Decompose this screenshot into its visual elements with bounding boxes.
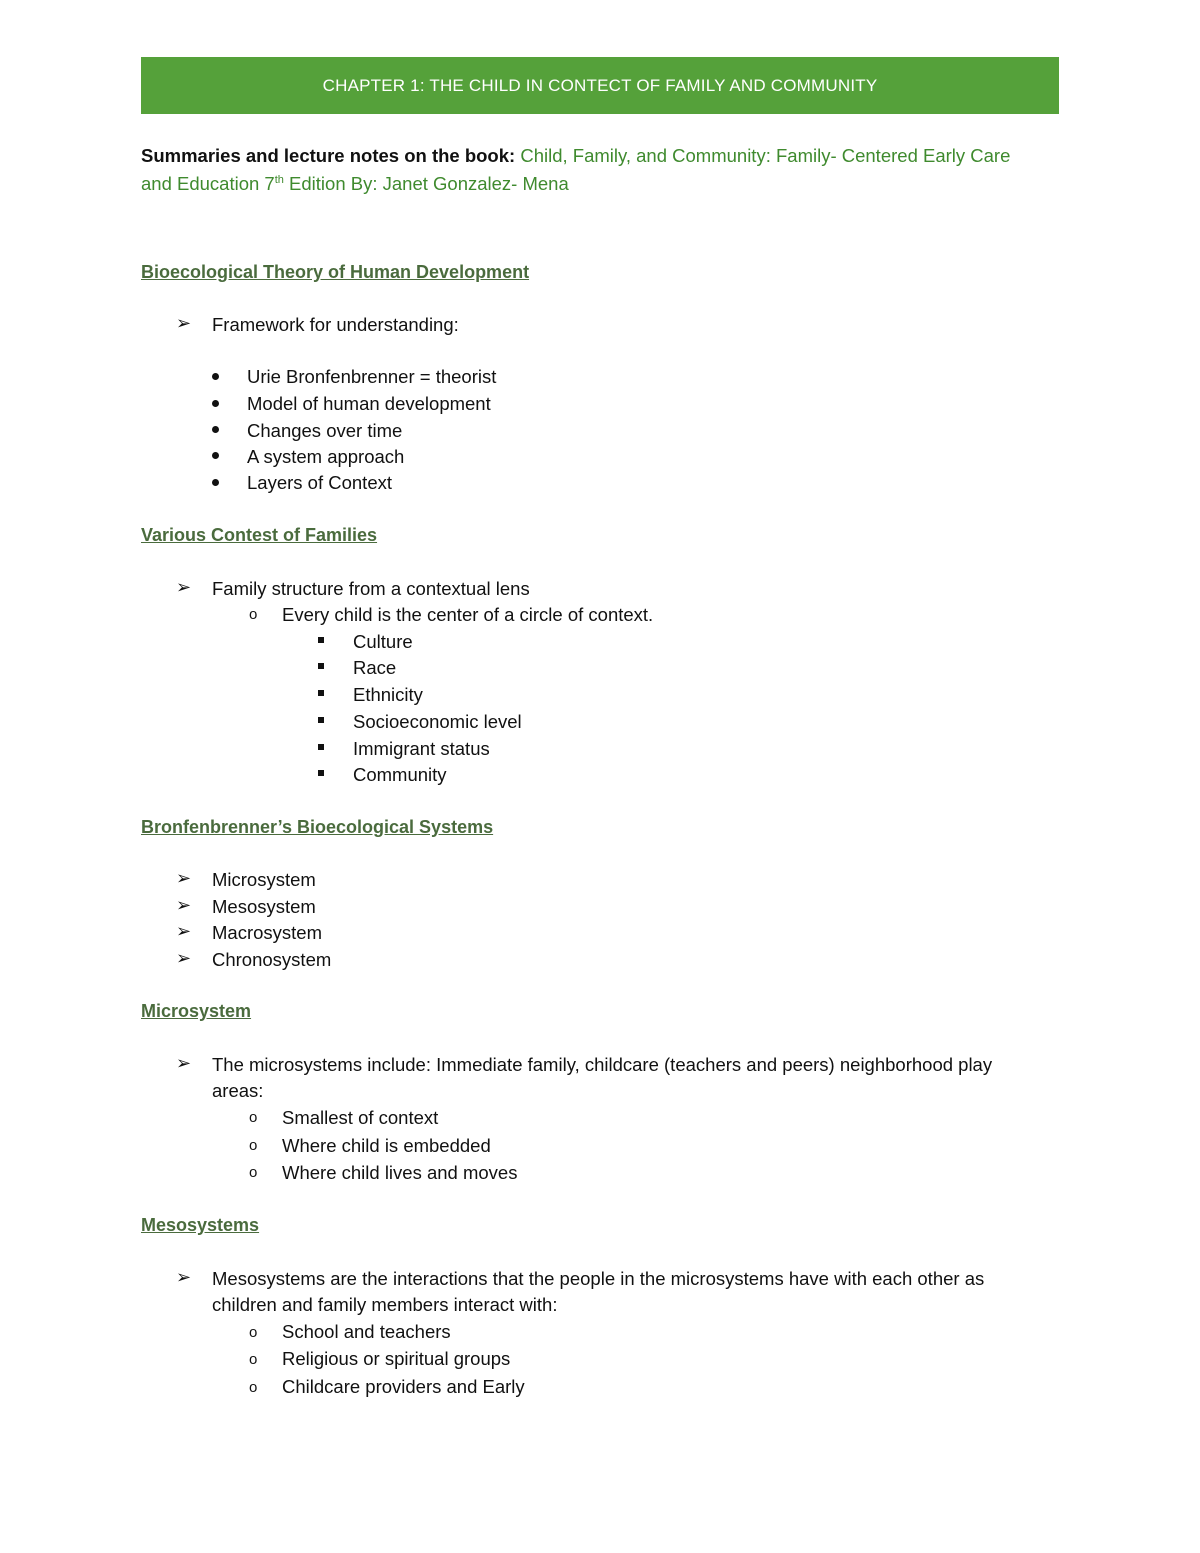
round-bullet-icon xyxy=(212,452,219,459)
hollow-o-bullet-icon: o xyxy=(249,606,258,623)
heading-bioecological-systems: Bronfenbrenner’s Bioecological Systems xyxy=(141,817,494,837)
square-bullet-icon xyxy=(318,637,324,643)
hollow-o-bullet-icon: o xyxy=(249,1379,258,1396)
heading-microsystem: Microsystem xyxy=(141,1001,252,1021)
book-title-part2: and Education 7 xyxy=(141,173,275,194)
list-item: Changes over time xyxy=(247,420,403,441)
list-item: Microsystem xyxy=(212,869,316,890)
list-item: Ethnicity xyxy=(353,684,423,705)
intro-lead: Summaries and lecture notes on the book: xyxy=(141,145,516,166)
square-bullet-icon xyxy=(318,744,324,750)
list-item: Socioeconomic level xyxy=(353,711,522,732)
list-item: Model of human development xyxy=(247,393,491,414)
mesosystem-description: Mesosystems are the interactions that the people in the microsystems have with each other as xyxy=(212,1268,985,1289)
arrow-bullet-icon: ➢ xyxy=(176,1053,192,1073)
intro-paragraph xyxy=(141,142,1059,198)
square-bullet-icon xyxy=(318,690,324,696)
sub-list-item: Where child lives and moves xyxy=(282,1162,518,1183)
book-title-part3: Edition By: Janet Gonzalez- Mena xyxy=(283,173,569,194)
list-item: Macrosystem xyxy=(212,922,322,943)
round-bullet-icon xyxy=(212,426,219,433)
list-item: A system approach xyxy=(247,446,405,467)
list-item: Culture xyxy=(353,631,413,652)
hollow-o-bullet-icon: o xyxy=(249,1351,258,1368)
hollow-o-bullet-icon: o xyxy=(249,1137,258,1154)
list-item: Chronosystem xyxy=(212,949,332,970)
family-structure-item: Family structure from a contextual lens xyxy=(212,578,530,599)
hollow-o-bullet-icon: o xyxy=(249,1109,258,1126)
arrow-bullet-icon: ➢ xyxy=(176,577,192,597)
square-bullet-icon xyxy=(318,663,324,669)
arrow-bullet-icon: ➢ xyxy=(176,895,192,915)
arrow-bullet-icon: ➢ xyxy=(176,313,192,333)
book-title-part1: Child, Family, and Community: Family- Centered Early Care xyxy=(520,145,1011,166)
list-item: Layers of Context xyxy=(247,472,392,493)
square-bullet-icon xyxy=(318,770,324,776)
arrow-bullet-icon: ➢ xyxy=(176,1267,192,1287)
arrow-bullet-icon: ➢ xyxy=(176,921,192,941)
chapter-banner xyxy=(141,57,1059,114)
arrow-bullet-icon: ➢ xyxy=(176,948,192,968)
round-bullet-icon xyxy=(212,373,219,380)
list-item: Community xyxy=(353,764,447,785)
microsystem-description-cont: areas: xyxy=(212,1080,264,1101)
framework-item: Framework for understanding: xyxy=(212,314,459,335)
round-bullet-icon xyxy=(212,400,219,407)
hollow-o-bullet-icon: o xyxy=(249,1324,258,1341)
heading-mesosystems: Mesosystems xyxy=(141,1215,260,1235)
sub-list-item: Smallest of context xyxy=(282,1107,439,1128)
sub-list-item: School and teachers xyxy=(282,1321,451,1342)
sub-list-item: Religious or spiritual groups xyxy=(282,1348,511,1369)
hollow-o-bullet-icon: o xyxy=(249,1164,258,1181)
sub-list-item: Where child is embedded xyxy=(282,1135,491,1156)
list-item: Urie Bronfenbrenner = theorist xyxy=(247,366,497,387)
square-bullet-icon xyxy=(318,717,324,723)
chapter-title: CHAPTER 1: THE CHILD IN CONTECT OF FAMILY AND COMMUNITY xyxy=(322,75,878,95)
sub-list-item: Childcare providers and Early xyxy=(282,1376,525,1397)
sub-list-item: Every child is the center of a circle of context. xyxy=(282,604,654,625)
book-title-sup: th xyxy=(274,173,284,186)
arrow-bullet-icon: ➢ xyxy=(176,868,192,888)
round-bullet-icon xyxy=(212,479,219,486)
mesosystem-description-cont: children and family members interact with: xyxy=(212,1294,558,1315)
heading-bioecological-theory: Bioecological Theory of Human Development xyxy=(141,262,530,282)
heading-various-contexts: Various Contest of Families xyxy=(141,525,378,545)
list-item: Immigrant status xyxy=(353,738,490,759)
microsystem-description: The microsystems include: Immediate family, childcare (teachers and peers) neighborhood play xyxy=(212,1054,993,1075)
list-item: Mesosystem xyxy=(212,896,316,917)
list-item: Race xyxy=(353,657,397,678)
